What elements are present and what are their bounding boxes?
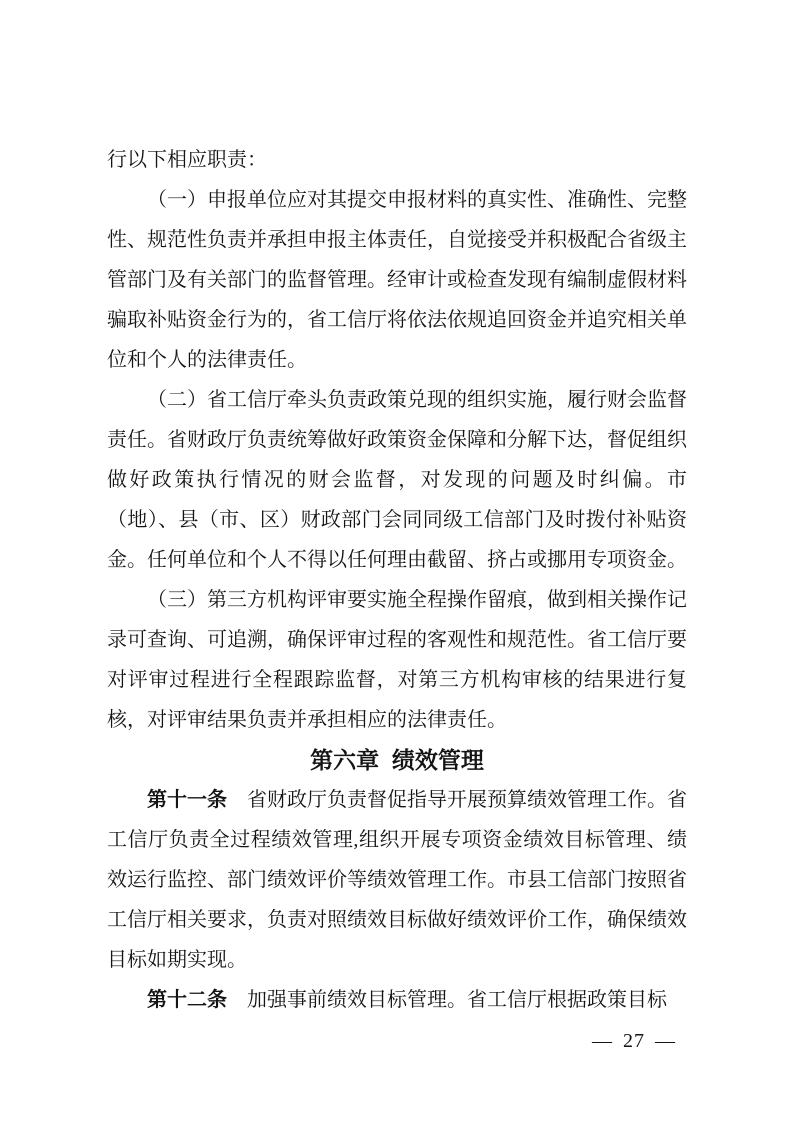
clause-paragraph-1: （一）申报单位应对其提交申报材料的真实性、准确性、完整性、规范性负责并承担申报主体责任，自觉接受并积极配合省级主管部门及有关部门的监督管理。经审计或检查发现有编制虚假材料骗取补贴资金行为的，省工信厅将依法依规追回资金并追究相关单位和个人的法律责任。 — [107, 189, 687, 371]
clause-paragraph-2: （二）省工信厅牵头负责政策兑现的组织实施，履行财会监督责任。省财政厅负责统筹做好政策资金保障和分解下达，督促组织做好政策执行情况的财会监督，对发现的问题及时纠偏。市（地）、县（市、区）财政部门会同同级工信部门及时拨付补贴资金。任何单位和个人不得以任何理由截留、挤占或挪用专项资金。 — [107, 389, 687, 571]
article-11-lead: 第十一条 — [147, 789, 227, 811]
clause-paragraph-3: （三）第三方机构评审要实施全程操作留痕，做到相关操作记录可查询、可追溯，确保评审过程的客观性和规范性。省工信厅要对评审过程进行全程跟踪监督，对第三方机构审核的结果进行复核，对评审结果负责并承担相应的法律责任。 — [107, 589, 687, 731]
continued-paragraph: 行以下相应职责： — [107, 149, 267, 171]
article-paragraph-12 — [107, 980, 687, 1020]
page-number: — 27 — — [592, 1030, 676, 1052]
article-paragraph-11 — [107, 780, 687, 980]
article-12-lead: 第十二条 — [147, 989, 227, 1011]
text-block — [107, 140, 687, 1020]
article-11-text: 省财政厅负责督促指导开展预算绩效管理工作。省工信厅负责全过程绩效管理,组织开展专项资金绩效目标管理、绩效运行监控、部门绩效评价等绩效管理工作。市县工信部门按照省工信厅相关要求，负责对照绩效目标做好绩效评价工作，确保绩效目标如期实现。 — [107, 789, 687, 971]
chapter-number: 第六章 — [310, 747, 380, 773]
chapter-title: 绩效管理 — [391, 747, 484, 773]
article-12-text: 加强事前绩效目标管理。省工信厅根据政策目标 — [247, 989, 667, 1011]
chapter-heading — [107, 740, 687, 780]
